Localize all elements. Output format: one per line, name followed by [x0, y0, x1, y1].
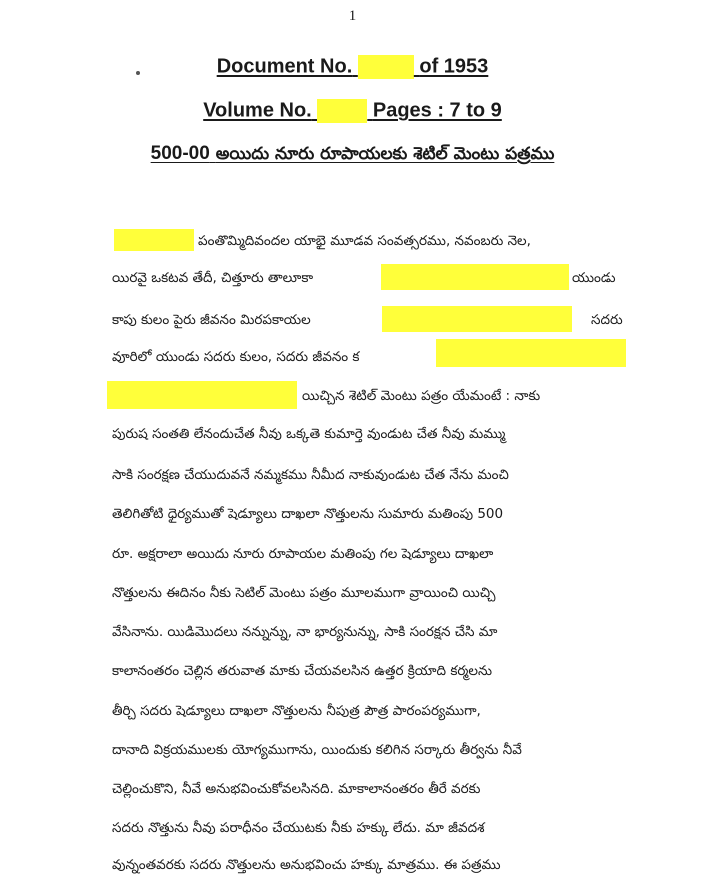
body-line-12: కాలానంతరం చెల్లిన తరువాత మాకు చేయవలసిన ఉత్తర క్రియాది కర్మలను — [112, 663, 493, 679]
body-line-2 — [112, 270, 632, 292]
body-line-2-end: యుండు — [572, 270, 616, 286]
body-line-15: చెల్లించుకొని, నీవే అనుభవించుకోవలసినది. మాకాలానంతరం తీరే వరకు — [112, 781, 481, 797]
body-line-17: వున్నంతవరకు సదరు నొత్తులను అనుభవించు హక్కు మాత్రము. ఈ పత్రము — [112, 857, 501, 873]
document-label: Document No. — [216, 55, 353, 78]
body-line-9: రూ. అక్షరాలా అయిదు నూరు రూపాయల మతింపు గల షెడ్యూలు దాఖలా — [112, 546, 494, 562]
document-title — [0, 143, 705, 168]
body-line-7: సాకి సంరక్షణ చేయుదువనే నమ్మకము నీమీద నాకువుండుట చేత నేను మంచి — [112, 467, 509, 483]
redaction-block — [114, 229, 194, 251]
body-line-1: పంతొమ్మిదివందల యాభై మూడవ సంవత్సరము, నవంబరు నెల, — [198, 233, 531, 249]
body-line-6: పురుష సంతతి లేనందుచేత నీవు ఒక్కతె కుమార్తె వుండుట చేత నీవు మమ్ము — [112, 426, 506, 442]
body-line-16: సదరు నొత్తును నీవు పరాధీనం చేయుటకు నీకు హక్కు లేదు. మా జీవదశ — [112, 820, 485, 836]
redacted-volume-number — [317, 99, 367, 123]
volume-line — [0, 99, 705, 123]
body-line-5: యిచ్చిన శెటిల్ మెంటు పత్రం యేమంటే : నాకు — [302, 388, 541, 404]
body-line-3: కాపు కులం పైరు జీవనం మిరపకాయల — [112, 312, 311, 328]
redacted-document-number — [358, 55, 414, 79]
redaction-block — [107, 381, 297, 409]
title-text: అయిదు నూరు రూపాయలకు శెటిల్ మెంటు పత్రము — [215, 144, 555, 164]
document-year: of 1953 — [419, 55, 489, 78]
body-line-11: వేసినాను. యిడిమొదలు నన్నున్ను, నా భార్యనున్ను, సాకి సంరక్షన చేసి మా — [112, 624, 498, 640]
document-number-line — [0, 55, 705, 79]
body-line-13: తీర్చి సదరు షెడ్యూలు దాఖలా నొత్తులను నీపుత్ర పౌత్ర పారంపర్యముగా, — [112, 703, 481, 719]
body-line-14: దానాది విక్రయములకు యోగ్యముగాను, యిందుకు కలిగిన సర్కారు తీర్వను నీవే — [112, 742, 522, 758]
body-line-2-text: యిరవై ఒకటవ తేదీ, చిత్తూరు తాలూకా — [112, 270, 314, 286]
page-number: 1 — [348, 8, 357, 24]
body-line-8: తెలిగితోటి ధైర్యముతో షెడ్యూలు దాఖలా నొత్తులను సుమారు మతింపు 500 — [112, 506, 504, 522]
volume-label: Volume No. — [203, 99, 312, 122]
body-line-4: వూరిలో యుండు సదరు కులం, సదరు జీవనం క — [112, 349, 360, 365]
body-line-3-end: సదరు — [591, 312, 623, 328]
title-amount: 500-00 — [150, 143, 210, 164]
pages-label: Pages : 7 to 9 — [372, 99, 502, 122]
body-line-10: నొత్తులను ఈదినం నీకు సెటిల్ మెంటు పత్రం మూలముగా వ్రాయించి యిచ్చి — [112, 585, 496, 601]
